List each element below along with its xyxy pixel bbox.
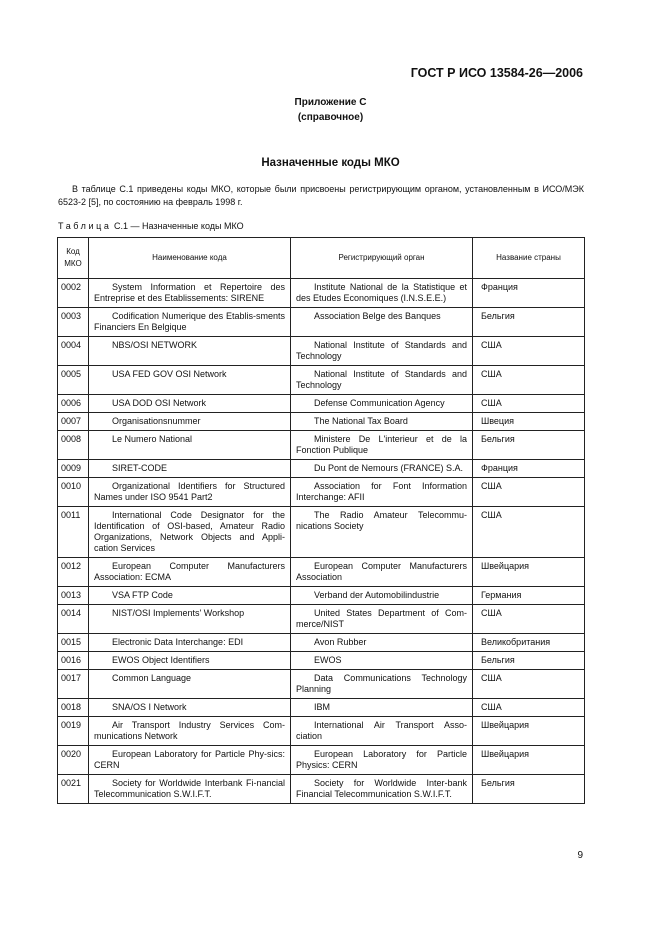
cell-code-name: SNA/OS I Network [89,699,291,717]
cell-country: США [473,395,585,413]
cell-country: США [473,337,585,366]
table-row [58,279,585,308]
cell-registration-authority: Society for Worldwide Inter-bank Financial Telecommunication S.W.I.F.T. [291,775,473,804]
cell-code-name: Electronic Data Interchange: EDI [89,634,291,652]
cell-code: 0014 [58,605,89,634]
table-row [58,558,585,587]
table-row [58,670,585,699]
cell-registration-authority: European Computer Manufacturers Association [291,558,473,587]
cell-country: Швеция [473,413,585,431]
cell-registration-authority: The National Tax Board [291,413,473,431]
cell-code-name: NIST/OSI Implements' Workshop [89,605,291,634]
table-row [58,308,585,337]
table-row [58,652,585,670]
cell-country: Франция [473,279,585,308]
cell-country: Германия [473,587,585,605]
cell-code-name: Organizational Identifiers for Structured Names under ISO 9541 Part2 [89,478,291,507]
cell-code-name: NBS/OSI NETWORK [89,337,291,366]
cell-code-name: Society for Worldwide Interbank Fi-nancial Telecommunication S.W.I.F.T. [89,775,291,804]
cell-registration-authority: Du Pont de Nemours (FRANCE) S.A. [291,460,473,478]
header-org: Регистрирующий орган [291,238,473,279]
cell-code: 0021 [58,775,89,804]
cell-code-name: European Computer Manufacturers Association: ECMA [89,558,291,587]
cell-registration-authority: Association Belge des Banques [291,308,473,337]
page-number: 9 [577,850,583,861]
table-body [58,279,585,804]
cell-code-name: International Code Designator for the Identification of OSI-based, Amateur Radio Organizations, Network Objects and Appli-cation Services [89,507,291,558]
header-name: Наименование кода [89,238,291,279]
cell-code-name: Common Language [89,670,291,699]
cell-code-name: System Information et Repertoire des Entreprise et des Etablissements: SIRENE [89,279,291,308]
cell-code: 0002 [58,279,89,308]
cell-country: Швейцария [473,717,585,746]
table-caption [58,221,244,231]
standard-designation: ГОСТ Р ИСО 13584-26—2006 [410,66,583,80]
cell-code: 0019 [58,717,89,746]
cell-code-name: EWOS Object Identifiers [89,652,291,670]
table-row [58,605,585,634]
cell-code-name: Organisationsnummer [89,413,291,431]
cell-code: 0004 [58,337,89,366]
cell-registration-authority: Data Communications Technology Planning [291,670,473,699]
table-header-row [58,238,585,279]
header-code: Код МКО [58,238,89,279]
cell-registration-authority: Avon Rubber [291,634,473,652]
cell-country: США [473,670,585,699]
table-row [58,587,585,605]
cell-code-name: Codification Numerique des Etablis-sments Financiers En Belgique [89,308,291,337]
cell-country: Бельгия [473,652,585,670]
cell-country: Великобритания [473,634,585,652]
cell-code: 0020 [58,746,89,775]
cell-registration-authority: Ministere De L'interieur et de la Fonction Publique [291,431,473,460]
cell-country: Франция [473,460,585,478]
ico-codes-table [57,237,585,804]
cell-country: США [473,507,585,558]
cell-country: Бельгия [473,775,585,804]
intro-paragraph: В таблице С.1 приведены коды МКО, которые были присвоены регистрирующим органом, установленным в ИСО/МЭК 6523-2 [5], по состоянию на февраль 1998 г. [58,184,584,207]
cell-registration-authority: National Institute of Standards and Technology [291,337,473,366]
cell-country: Швейцария [473,746,585,775]
cell-code: 0010 [58,478,89,507]
table-row [58,460,585,478]
section-title: Назначенные коды МКО [261,157,400,169]
cell-code: 0012 [58,558,89,587]
cell-country: Бельгия [473,431,585,460]
table-row [58,775,585,804]
cell-registration-authority: IBM [291,699,473,717]
table-row [58,478,585,507]
cell-registration-authority: International Air Transport Asso-ciation [291,717,473,746]
cell-country: США [473,605,585,634]
cell-code: 0008 [58,431,89,460]
table-row [58,337,585,366]
cell-code: 0015 [58,634,89,652]
cell-registration-authority: National Institute of Standards and Technology [291,366,473,395]
cell-code: 0007 [58,413,89,431]
table-row [58,413,585,431]
cell-code: 0018 [58,699,89,717]
cell-registration-authority: Association for Font Information Interchange: AFII [291,478,473,507]
appendix-subtitle: (справочное) [297,112,364,123]
cell-code: 0013 [58,587,89,605]
cell-registration-authority: Verband der Automobilindustrie [291,587,473,605]
cell-country: США [473,366,585,395]
cell-code-name: VSA FTP Code [89,587,291,605]
cell-code-name: SIRET-CODE [89,460,291,478]
header-country: Название страны [473,238,585,279]
cell-registration-authority: The Radio Amateur Telecommu-nications Society [291,507,473,558]
cell-registration-authority: EWOS [291,652,473,670]
cell-registration-authority: Defense Communication Agency [291,395,473,413]
cell-code: 0009 [58,460,89,478]
cell-code-name: USA FED GOV OSI Network [89,366,291,395]
table-row [58,431,585,460]
cell-code: 0005 [58,366,89,395]
cell-country: Швейцария [473,558,585,587]
cell-code: 0006 [58,395,89,413]
table-row [58,395,585,413]
cell-code: 0016 [58,652,89,670]
cell-registration-authority: United States Department of Com-merce/NIST [291,605,473,634]
cell-country: Бельгия [473,308,585,337]
table-caption-prefix: Таблица [58,221,112,231]
table-row [58,717,585,746]
table-row [58,507,585,558]
table-caption-rest: С.1 — Назначенные коды МКО [111,221,244,231]
cell-code-name: European Laboratory for Particle Phy-sics: CERN [89,746,291,775]
table-row [58,746,585,775]
cell-registration-authority: European Laboratory for Particle Physics: CERN [291,746,473,775]
appendix-heading [0,95,661,125]
table-row [58,699,585,717]
appendix-title: Приложение С [294,97,367,108]
table-row [58,366,585,395]
table-row [58,634,585,652]
cell-country: США [473,478,585,507]
cell-code: 0011 [58,507,89,558]
cell-code-name: Air Transport Industry Services Com-munications Network [89,717,291,746]
cell-country: США [473,699,585,717]
cell-code-name: USA DOD OSI Network [89,395,291,413]
cell-registration-authority: Institute National de la Statistique et des Etudes Economiques (I.N.S.E.E.) [291,279,473,308]
cell-code-name: Le Numero National [89,431,291,460]
cell-code: 0017 [58,670,89,699]
cell-code: 0003 [58,308,89,337]
